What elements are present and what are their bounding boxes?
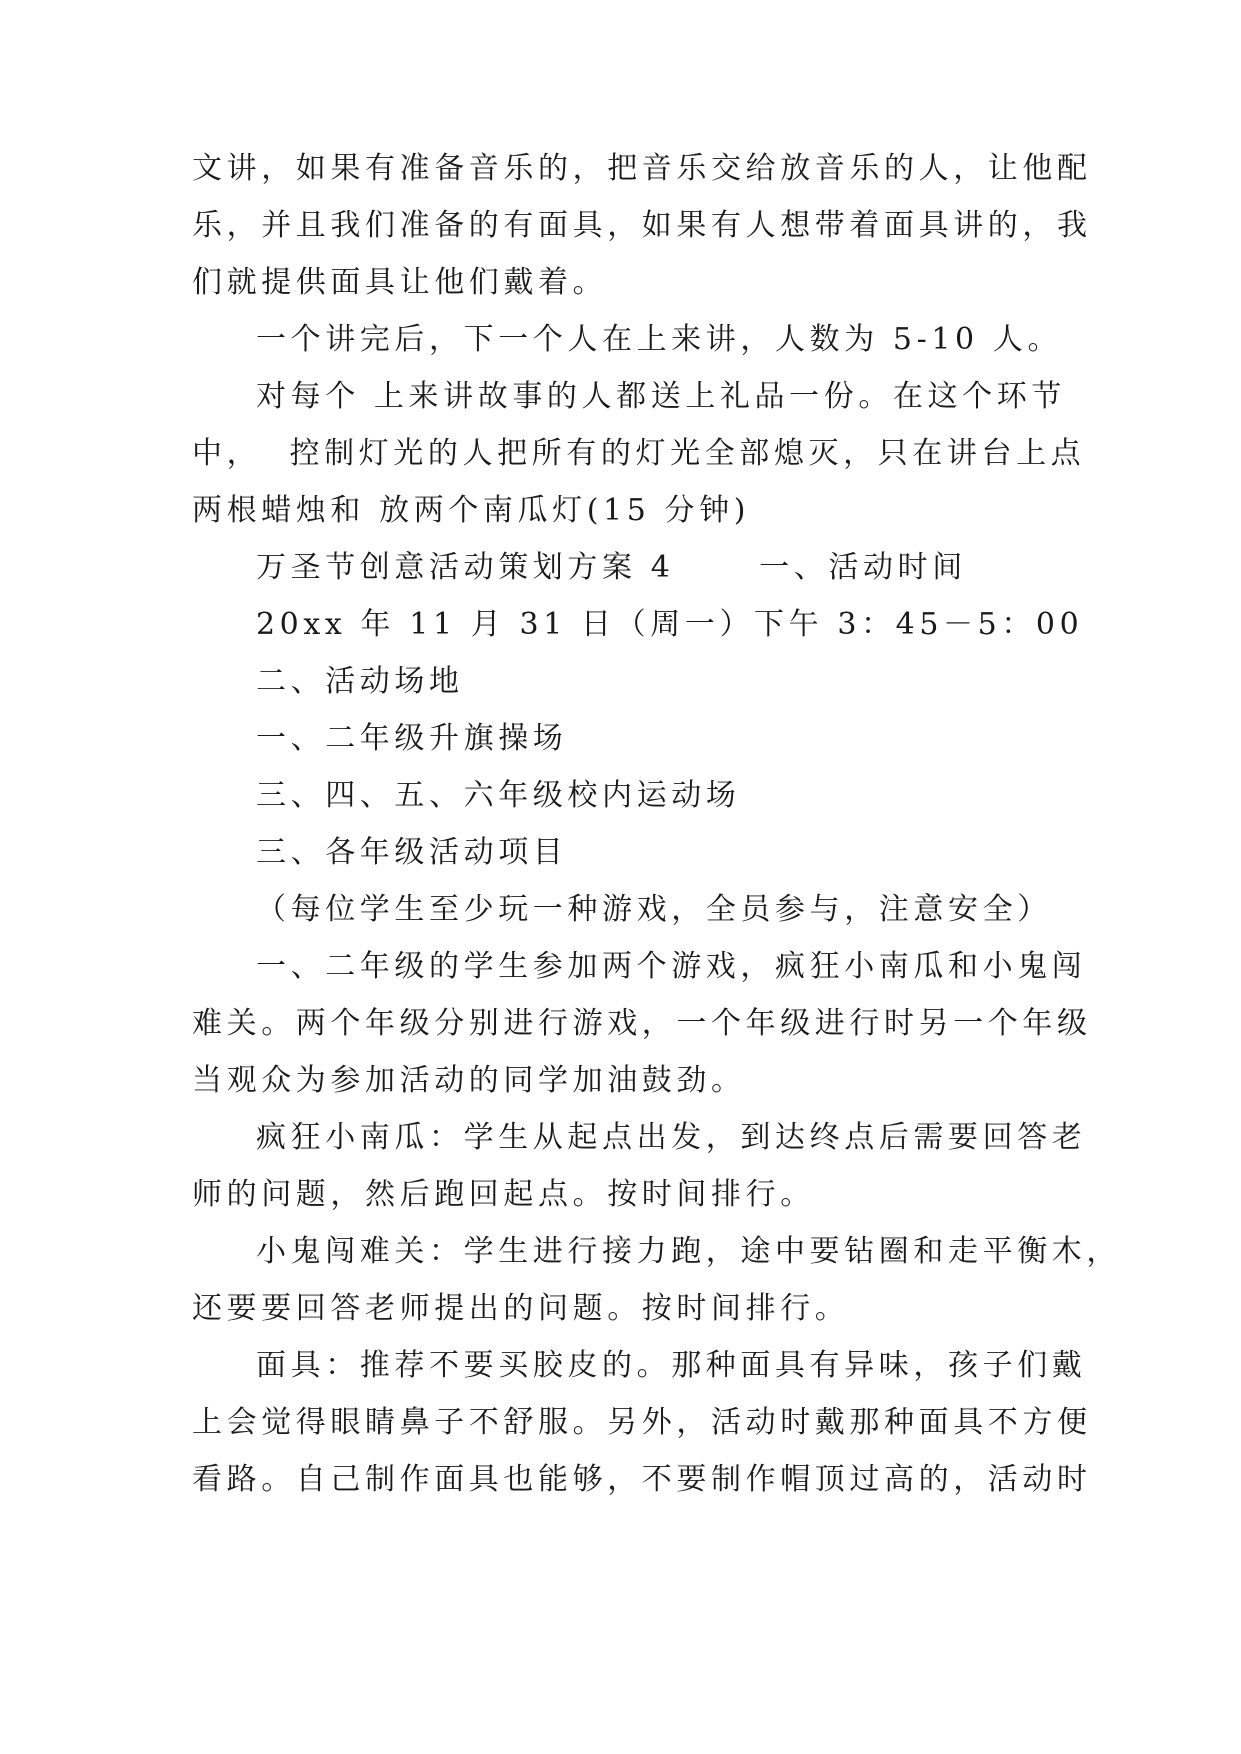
text-line: 上会觉得眼睛鼻子不舒服。另外，活动时戴那种面具不方便 — [192, 1405, 1092, 1440]
text-line: 疯狂小南瓜：学生从起点出发，到达终点后需要回答老 — [256, 1120, 1087, 1155]
text-line: 乐，并且我们准备的有面具，如果有人想带着面具讲的，我 — [192, 208, 1092, 243]
text-line: 面具：推荐不要买胶皮的。那种面具有异味，孩子们戴 — [256, 1348, 1087, 1383]
text-line: 一、二年级升旗操场 — [256, 721, 568, 756]
text-line: 还要要回答老师提出的问题。按时间排行。 — [192, 1291, 850, 1326]
section-heading: 三、各年级活动项目 — [256, 835, 568, 870]
text-line: 中， 控制灯光的人把所有的灯光全部熄灭，只在讲台上点 — [192, 436, 1086, 471]
section-heading: 二、活动场地 — [256, 664, 464, 699]
text-line: 20xx 年 11 月 31 日（周一）下午 3：45－5：00 — [256, 607, 1084, 642]
text-line: 一个讲完后，下一个人在上来讲，人数为 5-10 人。 — [256, 322, 1063, 357]
text-line: 两根蜡烛和 放两个南瓜灯(15 分钟) — [192, 493, 751, 528]
text-line: 当观众为参加活动的同学加油鼓劲。 — [192, 1063, 746, 1098]
text-line: 难关。两个年级分别进行游戏，一个年级进行时另一个年级 — [192, 1006, 1092, 1041]
text-line: 小鬼闯难关：学生进行接力跑，途中要钻圈和走平衡木， — [256, 1234, 1121, 1269]
text-line: 师的问题，然后跑回起点。按时间排行。 — [192, 1177, 815, 1212]
text-line: 对每个 上来讲故事的人都送上礼品一份。在这个环节 — [256, 379, 1066, 414]
text-line: 们就提供面具让他们戴着。 — [192, 265, 608, 300]
text-line: 三、四、五、六年级校内运动场 — [256, 778, 741, 813]
text-line: 一、二年级的学生参加两个游戏，疯狂小南瓜和小鬼闯 — [256, 949, 1087, 984]
text-line: 文讲，如果有准备音乐的，把音乐交给放音乐的人，让他配 — [192, 151, 1092, 186]
text-line: 看路。自己制作面具也能够，不要制作帽顶过高的，活动时 — [192, 1462, 1092, 1497]
section-heading: 万圣节创意活动策划方案 4 一、活动时间 — [256, 550, 967, 585]
text-line: （每位学生至少玩一种游戏，全员参与，注意安全） — [256, 892, 1052, 927]
